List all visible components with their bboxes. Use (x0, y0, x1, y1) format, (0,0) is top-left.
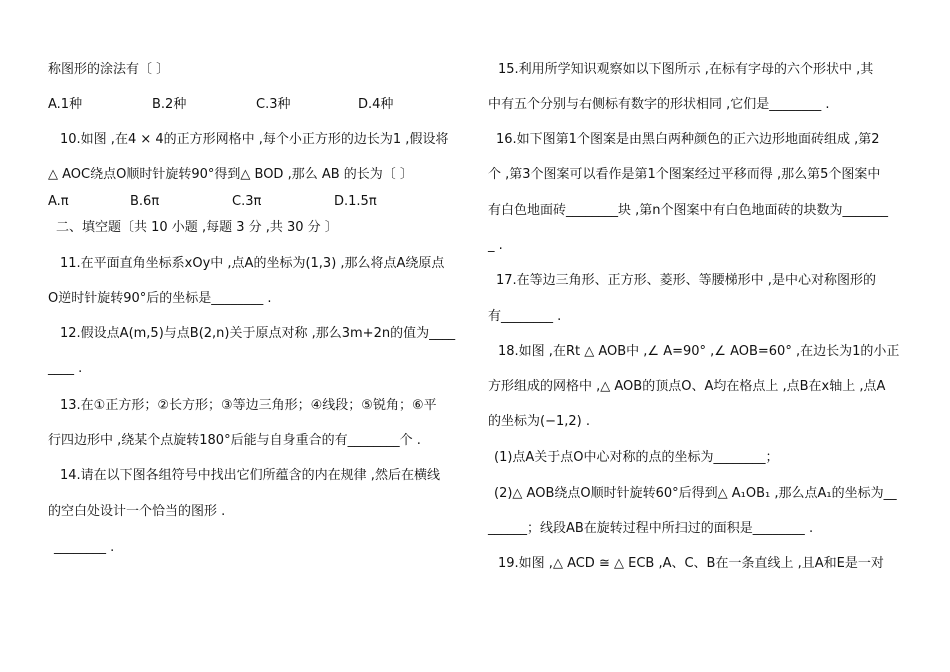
q18-stem-2: 方形组成的网格中 ,△ AOB的顶点O、A均在格点上 ,点B在x轴上 ,点A (488, 379, 886, 394)
q9-option-a: A.1种 (48, 97, 83, 112)
q15-stem-1: 15.利用所学知识观察如以下图所示 ,在标有字母的六个形状中 ,其 (498, 62, 874, 77)
q10-options (48, 193, 463, 211)
q10-option-d: D.1.5π (334, 194, 377, 209)
q12-stem-1: 12.假设点A(m,5)与点B(2,n)关于原点对称 ,那么3m+2n的值为____ (60, 326, 456, 341)
q13-stem-2: 行四边形中 ,绕某个点旋转180°后能与自身重合的有________个 . (48, 433, 421, 448)
q18-stem-1: 18.如图 ,在Rt △ AOB中 ,∠ A=90° ,∠ AOB=60° ,在边长为1的小正 (498, 344, 900, 359)
q11-stem-1: 11.在平面直角坐标系xOy中 ,点A的坐标为(1,3) ,那么将点A绕原点 (60, 256, 445, 271)
q17-stem-1: 17.在等边三角形、正方形、菱形、等腰梯形中 ,是中心对称图形的 (496, 273, 876, 288)
q9-options (48, 96, 463, 114)
q14-stem-1: 14.请在以下图各组符号中找出它们所蕴含的内在规律 ,然后在横线 (60, 468, 440, 483)
q16-stem-2: 个 ,第3个图案可以看作是第1个图案经过平移而得 ,那么第5个图案中 (488, 167, 881, 182)
q19-stem-1: 19.如图 ,△ ACD ≅ △ ECB ,A、C、B在一条直线上 ,且A和E是一对 (498, 556, 884, 571)
q16-stem-4: _ . (488, 238, 503, 253)
q10-option-c: C.3π (232, 194, 262, 209)
q16-stem-3: 有白色地面砖________块 ,第n个图案中有白色地面砖的块数为_______ (488, 203, 889, 218)
q10-option-b: B.6π (130, 194, 160, 209)
q14-answer-blank: ________ . (54, 540, 115, 555)
q17-stem-2: 有________ . (488, 309, 562, 324)
q9-stem-end: 称图形的涂法有〔 〕 (48, 62, 170, 77)
q9-option-b: B.2种 (152, 97, 187, 112)
q10-stem-2: △ AOC绕点O顺时针旋转90°得到△ BOD ,那么 AB 的长为〔 〕 (48, 167, 413, 182)
q14-stem-2: 的空白处设计一个恰当的图形 . (48, 504, 226, 519)
q12-stem-2: ____ . (48, 361, 83, 376)
q10-stem-1: 10.如图 ,在4 × 4的正方形网格中 ,每个小正方形的边长为1 ,假设将 (60, 132, 449, 147)
q18-part-1: (1)点A关于点O中心对称的点的坐标为________； (494, 450, 779, 465)
q9-option-c: C.3种 (256, 97, 291, 112)
q16-stem-1: 16.如下图第1个图案是由黑白两种颜色的正六边形地面砖组成 ,第2 (496, 132, 880, 147)
q9-option-d: D.4种 (358, 97, 394, 112)
q11-stem-2: O逆时针旋转90°后的坐标是________ . (48, 291, 272, 306)
q18-part-2: (2)△ AOB绕点O顺时针旋转60°后得到△ A₁OB₁ ,那么点A₁的坐标为__ (494, 486, 897, 501)
q18-stem-3: 的坐标为(−1,2) . (488, 414, 590, 429)
q10-option-a: A.π (48, 194, 69, 209)
section-heading-fill-blank: 二、填空题〔共 10 小题 ,每题 3 分 ,共 30 分 〕 (56, 220, 338, 235)
q15-stem-2: 中有五个分别与右侧标有数字的形状相同 ,它们是________ . (488, 97, 830, 112)
q13-stem-1: 13.在①正方形；②长方形；③等边三角形；④线段；⑤锐角；⑥平 (60, 398, 437, 413)
q18-part-2-cont: ______；线段AB在旋转过程中所扫过的面积是________ . (488, 521, 814, 536)
